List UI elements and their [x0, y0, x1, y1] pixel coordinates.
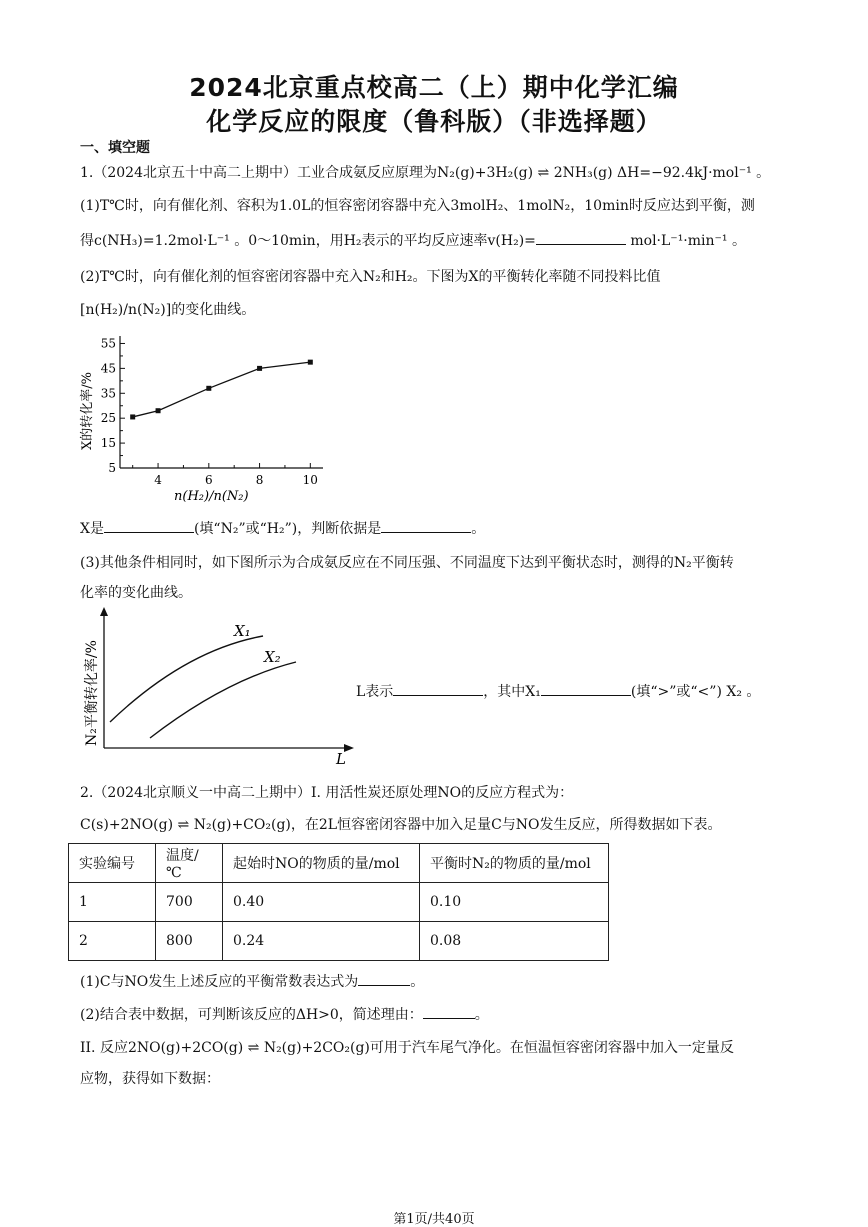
- data-table: [68, 843, 609, 961]
- chart2-series-x2-label: X₂: [264, 648, 281, 666]
- q1-part3-end: (填“>”或“<”) X₂ 。: [630, 684, 761, 700]
- page-title-line1: 2024北京重点校高二（上）期中化学汇编: [189, 73, 679, 102]
- chart1-x-tick-label: 6: [204, 473, 213, 487]
- chart1-xlabel: n(H₂)/n(N₂): [174, 489, 249, 504]
- q2-part2-line1: II. 反应2NO(g)+2CO(g) ⇌ N₂(g)+2CO₂(g)可用于汽车尾气净化。在恒温恒容密闭容器中加入一定量反: [80, 1040, 734, 1056]
- q2-sub1-text: (1)C与NO发生上述反应的平衡常数表达式为: [80, 974, 359, 990]
- table-cell: 0.24: [223, 922, 420, 961]
- answer-blank-compare[interactable]: [541, 683, 631, 696]
- q1-intro-text: 1.（2024北京五十中高二上期中）工业合成氨反应原理为: [80, 165, 437, 181]
- page-title-line2: 化学反应的限度（鲁科版）（非选择题）: [206, 107, 662, 136]
- table-cell: 0.40: [223, 883, 420, 922]
- chart1-ylabel: X的转化率/%: [80, 372, 95, 450]
- q1-part3-l-label: L表示: [356, 684, 394, 700]
- q1-part3-line1: (3)其他条件相同时，如下图所示为合成氨反应在不同压强、不同温度下达到平衡状态时，测得的N₂平衡转: [80, 555, 734, 571]
- table-cell: 0.10: [420, 883, 609, 922]
- chart1-x-tick-label: 10: [302, 473, 318, 487]
- conversion-chart: [78, 328, 338, 508]
- q2-equation: C(s)+2NO(g) ⇌ N₂(g)+CO₂(g)，在2L恒容密闭容器中加入足量C与NO发生反应，所得数据如下表。: [80, 817, 722, 833]
- chart1-y-tick-label: 55: [100, 336, 116, 351]
- chart2-xlabel: L: [336, 750, 346, 766]
- table-row: [69, 922, 609, 961]
- q1-part2-line2: [n(H₂)/n(N₂)]的变化曲线。: [80, 302, 256, 318]
- answer-blank-reason[interactable]: [381, 520, 471, 533]
- chart2-series-x1-label: X₁: [234, 622, 251, 640]
- table-cell: 0.08: [420, 922, 609, 961]
- table-header-cell: 实验编号: [69, 844, 156, 883]
- table-header-row: [69, 844, 609, 883]
- q1-part2-hint: (填“N₂”或“H₂”)，判断依据是: [193, 521, 382, 537]
- chart1-y-tick-label: 45: [100, 361, 116, 376]
- chart1-y-tick-label: 15: [100, 436, 116, 451]
- q1-part3-line2: 化率的变化曲线。: [80, 585, 192, 601]
- page-footer: 第1页/共40页: [393, 1212, 475, 1227]
- chart1-x-tick-label: 4: [154, 473, 162, 487]
- chart1-data-point: [130, 414, 135, 419]
- table-cell: 700: [156, 883, 223, 922]
- q2-part2-line2: 应物，获得如下数据：: [80, 1071, 220, 1087]
- q1-part2-answer: [80, 518, 485, 538]
- n2-conversion-chart: [78, 606, 358, 766]
- answer-blank-reason2[interactable]: [423, 1006, 475, 1019]
- chart1-y-tick-label: 35: [100, 386, 116, 401]
- q1-equation: N₂(g)+3H₂(g) ⇌ 2NH₃(g) ΔH=−92.4kJ·mol⁻¹ 。: [437, 165, 771, 181]
- table-header-cell: 平衡时N₂的物质的量/mol: [420, 844, 609, 883]
- table-cell: 800: [156, 922, 223, 961]
- q1-part3-answer: [356, 681, 760, 701]
- chart2-ylabel: N₂平衡转化率/%: [84, 640, 100, 746]
- q2-sub1: [80, 971, 424, 991]
- table-header-cell: 起始时NO的物质的量/mol: [223, 844, 420, 883]
- q1-part2-x-label: X是: [80, 521, 104, 537]
- q2-sub2-end: 。: [474, 1007, 489, 1023]
- q1-part1-line2: [80, 230, 746, 250]
- answer-blank-rate[interactable]: [536, 232, 626, 245]
- q1-part2-line1: (2)T℃时，向有催化剂的恒容密闭容器中充入N₂和H₂。下图为X的平衡转化率随不同投料比值: [80, 269, 661, 285]
- answer-blank-x[interactable]: [104, 520, 194, 533]
- q1-part3-compare: ，其中X₁: [483, 684, 541, 700]
- chart1-marks: [130, 360, 313, 420]
- q1-part1-line1: (1)T℃时，向有催化剂、容积为1.0L的恒容密闭容器中充入3molH₂、1molN₂，10min时反应达到平衡，测: [80, 198, 755, 214]
- chart1-y-tick-label: 25: [100, 411, 116, 426]
- q1-part1-text: 得c(NH₃)=1.2mol·L⁻¹ 。0～10min，用H₂表示的平均反应速率v(H₂)=: [80, 233, 536, 249]
- q2-sub1-end: 。: [410, 974, 425, 990]
- chart1-x-tick-label: 8: [255, 473, 264, 487]
- table-cell: 2: [69, 922, 156, 961]
- q1-intro: [80, 162, 770, 182]
- answer-blank-k[interactable]: [358, 973, 410, 986]
- answer-blank-l[interactable]: [393, 683, 483, 696]
- q2-sub2: [80, 1004, 489, 1024]
- q2-intro: 2.（2024北京顺义一中高二上期中）I. 用活性炭还原处理NO的反应方程式为：: [80, 785, 574, 801]
- q1-part1-unit: mol·L⁻¹·min⁻¹ 。: [630, 233, 746, 249]
- chart1-y-tick-label: 5: [108, 461, 116, 475]
- table-cell: 1: [69, 883, 156, 922]
- chart1-data-point: [156, 408, 161, 413]
- chart2-y-arrow: [100, 607, 108, 616]
- chart1-axes: [101, 336, 323, 487]
- chart2-curve-x1: [110, 636, 263, 722]
- chart1-data-point: [257, 366, 262, 371]
- section-heading: 一、填空题: [80, 140, 150, 156]
- table-header-cell: 温度/℃: [156, 844, 223, 883]
- chart1-data-point: [206, 386, 211, 391]
- chart1-data-point: [308, 360, 313, 365]
- q2-sub2-text: (2)结合表中数据，可判断该反应的ΔH>0，简述理由：: [80, 1007, 423, 1023]
- q1-part2-end: 。: [471, 521, 486, 537]
- table-row: [69, 883, 609, 922]
